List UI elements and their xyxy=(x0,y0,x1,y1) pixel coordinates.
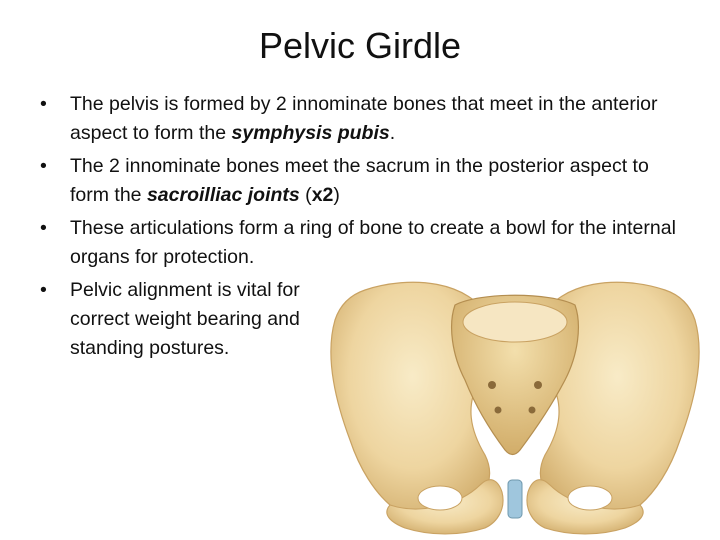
bullet-strong: x2 xyxy=(311,184,334,206)
bullet-item xyxy=(40,90,680,148)
bullet-emphasis: sacroilliac joints xyxy=(146,184,300,206)
bullet-text: ) xyxy=(333,184,340,206)
left-obturator-foramen xyxy=(418,486,462,510)
bullet-marker: • xyxy=(40,279,47,301)
bullet-marker: • xyxy=(40,155,47,177)
right-obturator-foramen xyxy=(568,486,612,510)
sacral-foramen xyxy=(529,407,536,414)
bullet-text: The 2 innominate bones meet the sacrum in the posterior aspect to form the xyxy=(70,155,649,206)
bullet-text: The pelvis is formed by 2 innominate bones that meet in the anterior aspect to form the xyxy=(70,93,658,144)
slide-title: Pelvic Girdle xyxy=(258,25,462,66)
bullet-text: Pelvic alignment is vital for correct weight bearing and standing postures. xyxy=(70,279,300,359)
bullet-emphasis: symphysis pubis xyxy=(231,122,390,144)
bullet-item xyxy=(40,152,680,210)
bullet-marker: • xyxy=(40,217,47,239)
bullet-text: . xyxy=(389,122,396,144)
pubic-symphysis-cartilage xyxy=(508,480,522,518)
bullet-text: These articulations form a ring of bone to create a bowl for the internal organs for protection. xyxy=(70,217,676,268)
sacral-foramen xyxy=(488,381,496,389)
bullet-item xyxy=(40,214,680,272)
bullet-text: ( xyxy=(299,184,312,206)
sacral-foramen xyxy=(495,407,502,414)
pelvis-illustration xyxy=(320,270,710,540)
sacral-foramen xyxy=(534,381,542,389)
sacral-promontory xyxy=(463,302,567,342)
bullet-marker: • xyxy=(40,93,47,115)
